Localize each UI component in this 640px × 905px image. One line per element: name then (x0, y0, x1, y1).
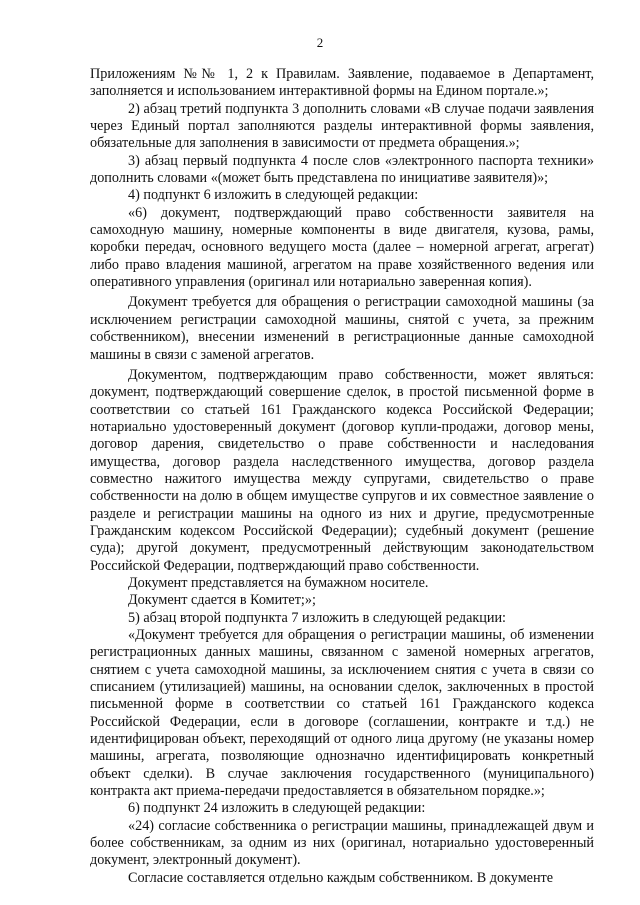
paragraph: Документ сдается в Комитет;»; (128, 592, 316, 609)
paragraph: «6) документ, подтверждающий право собственности заявителя на самоходную машину, номерные компоненты в виде двигателя, кузова, рамы, коробки передач, основного ведущего моста (далее – номерной агрегат, агрегат) либо право владения машиной, агрегатом на праве хозяйственного ведения или оперативного управления (оригинал или нотариально заверенная копия). (90, 204, 594, 291)
paragraph: Документ требуется для обращения о регистрации самоходной машины (за исключением регистрации самоходной машины, снятой с учета, за прежним собственником), внесении изменений в регистрационные данные самоходной машины в связи с заменой агрегатов. (90, 294, 594, 363)
paragraph: «Документ требуется для обращения о регистрации машины, об изменении регистрационных данных машины, связанном с заменой номерных агрегатов, снятием с учета самоходной машины, за исключением снятия с учета в связи со списанием (утилизацией) машины, на основании сделок, заключенных в простой письменной форме в соответствии со статьей 161 Гражданского кодекса Российской Федерации, если в договоре (соглашении, контракте и т.д.) не идентифицирован объект, переходящий от одного лица другому (не указаны номер машины, агрегата, позволяющие однозначно идентифицировать конкретный объект сделки). В случае заключения государственного (муниципального) контракта акт приема-передачи предоставляется в обязательном порядке.»; (90, 627, 594, 800)
paragraph: Приложениям №№ 1, 2 к Правилам. Заявление, подаваемое в Департамент, заполняется и использованием интерактивной формы на Едином портале.»; (90, 66, 594, 100)
document-body (90, 66, 594, 887)
paragraph: 4) подпункт 6 изложить в следующей редакции: (128, 187, 419, 204)
paragraph: Документом, подтверждающим право собственности, может являться: документ, подтверждающий совершение сделок, в простой письменной форме в соответствии со статьей 161 Гражданского кодекса Российской Федерации; нотариально удостоверенный документ (договор купли-продажи, договор мены, договор дарения, свидетельство о праве собственности и наследования имущества, договор раздела наследственного имущества, договор раздела совместно нажитого имущества между супругами, свидетельство о праве собственности на долю в общем имуществе супругов и их совместное заявление о разделе и регистрации машины на одного из них и другие, предусмотренные Гражданским кодексом Российской Федерации); судебный документ (решение суда); другой документ, предусмотренный действующим законодательством Российской Федерации, подтверждающий право собственности. (90, 366, 594, 574)
paragraph: «24) согласие собственника о регистрации машины, принадлежащей двум и более собственникам, за одним из них (оригинал, нотариально удостоверенный документ, электронный документ). (90, 817, 594, 869)
paragraph: Документ представляется на бумажном носителе. (128, 574, 429, 591)
page-number: 2 (316, 35, 324, 50)
paragraph: Согласие составляется отдельно каждым собственником. В документе (128, 869, 554, 886)
paragraph: 3) абзац первый подпункта 4 после слов «электронного паспорта техники» дополнить словами «(может быть представлена по инициативе заявителя)»; (90, 152, 594, 187)
paragraph: 5) абзац второй подпункта 7 изложить в следующей редакции: (128, 609, 507, 626)
paragraph: 6) подпункт 24 изложить в следующей редакции: (128, 800, 426, 817)
paragraph: 2) абзац третий подпункта 3 дополнить словами «В случае подачи заявления через Единый портал заполняются разделы интерактивной формы заявления, обязательные для заполнения в зависимости от предмета обращения.»; (90, 100, 594, 152)
